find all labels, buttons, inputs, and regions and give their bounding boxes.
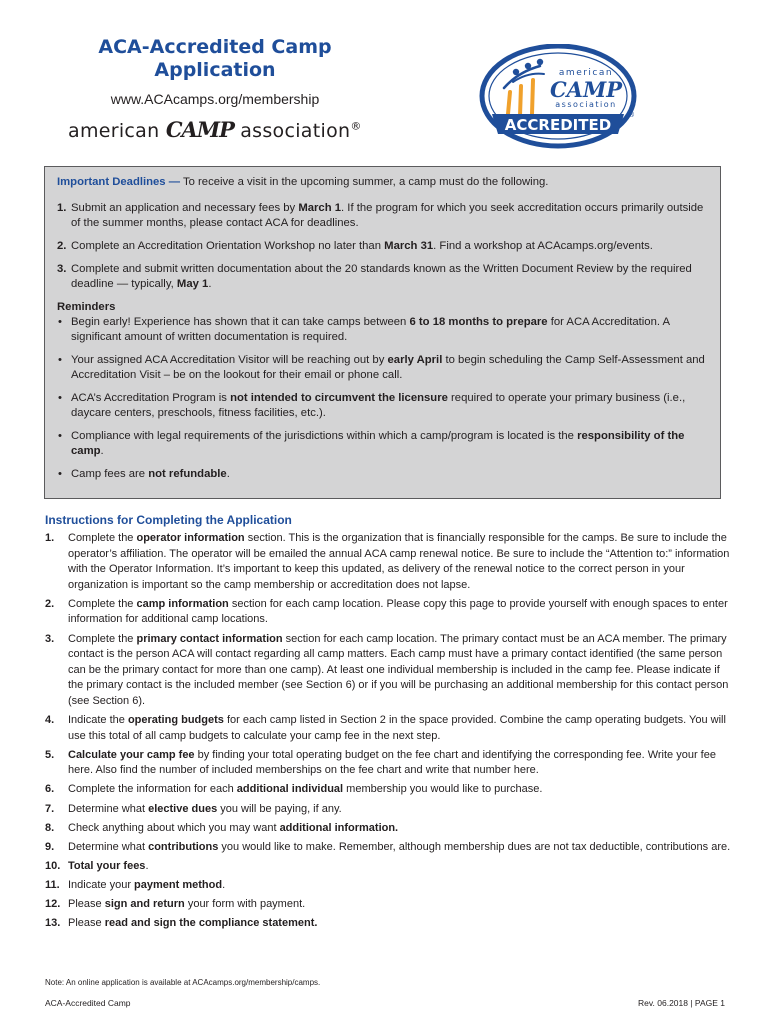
instruction-item: 4. Indicate the operating budgets for each camp listed in Section 2 in the space provided. Combine the camp operating budgets. You will use this total of all camp budgets to calculate your camp fee in the next step. xyxy=(45,714,726,742)
deadline-step: 2. Complete an Accreditation Orientation Workshop no later than March 31. Find a workshop at ACAcamps.org/events. xyxy=(57,240,653,252)
deadline-step: 3. Complete and submit written documentation about the 20 standards known as the Written Document Review by the required deadline — typically, May 1. xyxy=(57,263,692,290)
reminder-item: • ACA’s Accreditation Program is not intended to circumvent the licensure required to operate your primary business (i.e., daycare centers, preschools, fitness facilities, etc.). xyxy=(57,391,710,421)
svg-text:ACCREDITED: ACCREDITED xyxy=(504,116,612,134)
reminders-heading: Reminders xyxy=(57,301,116,313)
instructions-heading: Instructions for Completing the Application xyxy=(45,513,292,527)
reminder-item: • Camp fees are not refundable. xyxy=(57,467,710,482)
instruction-item: 13. Please read and sign the compliance statement. xyxy=(45,917,318,930)
document-title xyxy=(80,36,350,82)
instruction-item: 7. Determine what elective dues you will be paying, if any. xyxy=(45,802,342,815)
deadline-step: 1. Submit an application and necessary fees by March 1. If the program for which you seek accreditation occurs primarily outside of the summer months, please contact ACA for deadlines. xyxy=(57,202,704,229)
title-line-2: Application xyxy=(154,59,276,81)
reminder-item: • Compliance with legal requirements of the jurisdictions within which a camp/program is located is the responsibility of the camp. xyxy=(57,429,710,459)
instructions-list xyxy=(45,531,735,935)
instruction-item: 5. Calculate your camp fee by finding your total operating budget on the fee chart and identifying the corresponding fee. Write your fee here. Also find the number of included memberships on the fee chart and write that number here. xyxy=(45,748,716,777)
online-application-note: Note: An online application is available at ACAcamps.org/membership/camps. xyxy=(45,978,321,987)
footer-revision-page: Rev. 06.2018 | PAGE 1 xyxy=(638,998,725,1008)
title-line-1: ACA-Accredited Camp xyxy=(98,36,332,58)
membership-url: www.ACAcamps.org/membership xyxy=(110,91,320,107)
important-deadlines-box xyxy=(44,166,721,499)
deadlines-heading: Important Deadlines — To receive a visit in the upcoming summer, a camp must do the following. xyxy=(57,176,549,188)
footer-document-name: ACA-Accredited Camp xyxy=(45,998,131,1008)
svg-text:®: ® xyxy=(628,111,635,119)
instruction-item: 3. Complete the primary contact information section for each camp location. The primary contact must be an ACA member. The primary contact is the person ACA will contact regarding all camp matters. Each camp must have a primary contact identified (the same person can be the primary contact for more than one camp). At least one individual membership is included in the camp fee. Please indicate if the primary contact is the included member (see Section 6) or if you will be purchasing an additional membership for this contact person (see Section 6). xyxy=(45,632,729,707)
reminder-item: • Begin early! Experience has shown that it can take camps between 6 to 18 months to prepare for ACA Accreditation. A significant amount of written documentation is required. xyxy=(57,315,710,345)
reminder-item: • Your assigned ACA Accreditation Visitor will be reaching out by early April to begin scheduling the Camp Self-Assessment and Accreditation Visit – be on the lookout for their email or phone call. xyxy=(57,353,710,383)
deadline-steps xyxy=(57,201,710,292)
instruction-item: 8. Check anything about which you may want additional information. xyxy=(45,821,399,834)
aca-wordmark-logo: american CAMP association® xyxy=(68,117,362,142)
instruction-item: 11. Indicate your payment method. xyxy=(45,878,226,891)
svg-text:american: american xyxy=(558,68,614,78)
instruction-item: 10. Total your fees. xyxy=(45,859,149,872)
reminders-list xyxy=(57,315,710,482)
instruction-item: 1. Complete the operator information section. This is the organization that is financially responsible for the camps. Be sure to include the operator’s affiliation. The operator will be emailed the annual ACA camp renewal notice. Be sure to include the “Attention to:” information with the Operator Information. It’s important to keep this updated, as delivery of the renewal notice to the correct person in your organization is important so the camp membership or accreditation does not lapse. xyxy=(45,532,730,591)
svg-text:association: association xyxy=(555,100,617,109)
aca-accredited-seal-logo xyxy=(478,44,638,156)
instruction-item: 9. Determine what contributions you would like to make. Remember, although membership dues are not tax deductible, contributions are. xyxy=(45,840,731,853)
svg-text:CAMP: CAMP xyxy=(549,77,623,102)
instruction-item: 12. Please sign and return your form with payment. xyxy=(45,897,306,910)
instruction-item: 2. Complete the camp information section for each camp location. Please copy this page to provide yourself with enough spaces to enter information for additional camp locations. xyxy=(45,597,728,626)
instruction-item: 6. Complete the information for each additional individual membership you would like to purchase. xyxy=(45,783,543,796)
